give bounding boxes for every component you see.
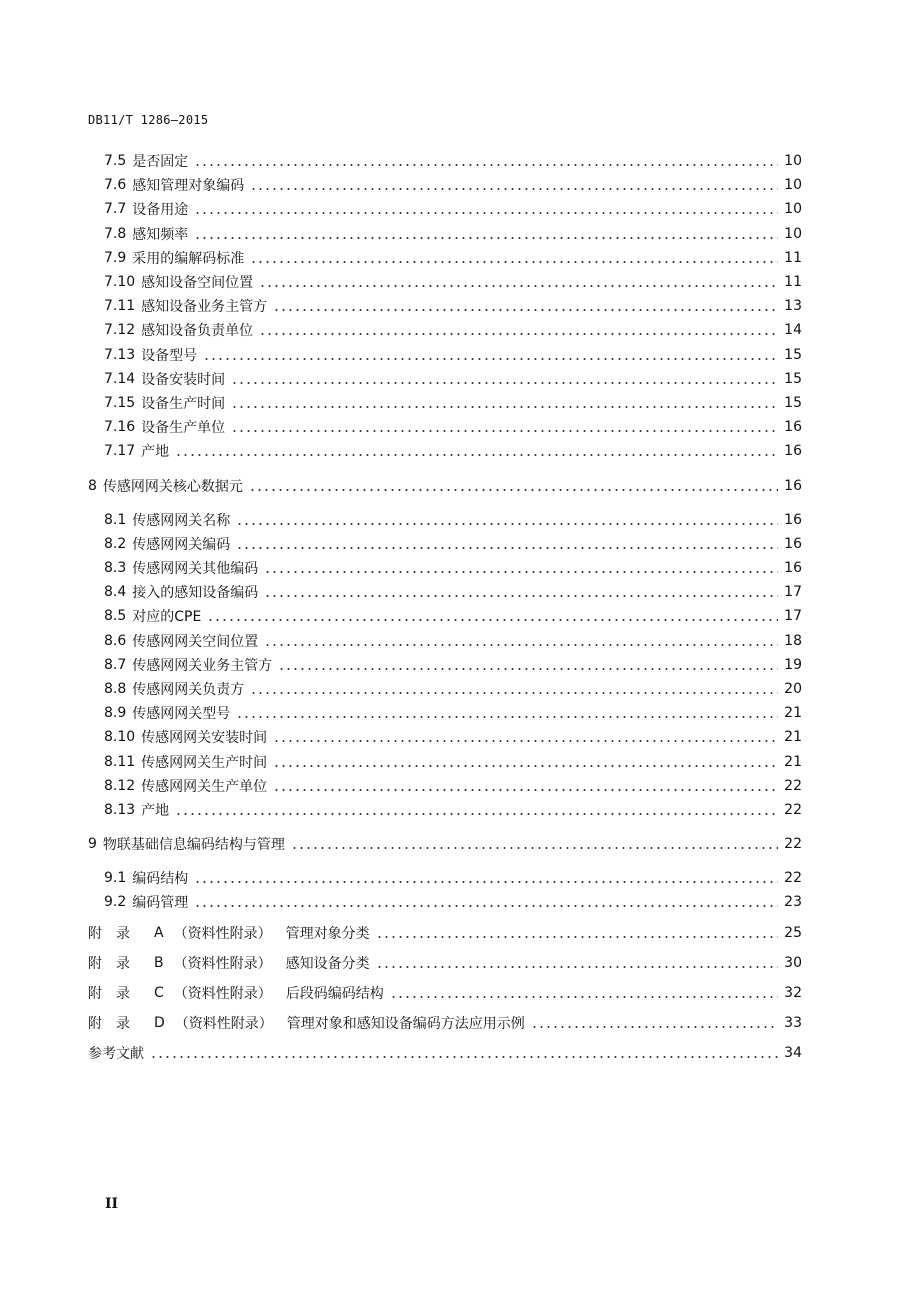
toc-leader-dots	[203, 358, 778, 360]
toc-entry-number: 9.1	[104, 870, 127, 887]
toc-entry-number: 7.13	[104, 346, 136, 363]
toc-entry-title: 物联基础信息编码结构与管理	[102, 837, 285, 854]
toc-entry-number: 7.12	[104, 322, 136, 339]
toc-appendix-entry[interactable]	[88, 923, 802, 943]
appendix-prefix: 附 录	[88, 955, 130, 972]
toc-entry-number: 7.8	[104, 225, 127, 242]
toc-leader-dots	[273, 309, 778, 311]
toc-leader-dots	[250, 692, 778, 694]
toc-section-entry[interactable]	[104, 345, 802, 365]
toc-entry-title: 编码结构	[132, 871, 189, 888]
toc-entry-number: 8.3	[104, 560, 127, 576]
toc-section-entry[interactable]	[104, 582, 802, 602]
toc-entry-number: 9	[88, 836, 97, 853]
toc-leader-dots	[376, 966, 779, 968]
toc-leader-dots	[236, 716, 778, 718]
toc-entry-title: 是否固定	[132, 154, 189, 170]
toc-section-entry[interactable]	[104, 199, 802, 219]
toc-entry-page: 22	[784, 802, 802, 818]
toc-section-entry[interactable]	[104, 892, 802, 912]
document-code: DB11/T 1286—2015	[88, 113, 209, 127]
toc-section-entry[interactable]	[104, 655, 802, 675]
toc-entry-title: 传感网网关型号	[132, 706, 231, 723]
toc-leader-dots	[249, 489, 778, 491]
toc-section-entry[interactable]	[104, 606, 802, 626]
toc-section-entry[interactable]	[104, 727, 802, 747]
toc-section-entry[interactable]	[104, 510, 802, 530]
toc-leader-dots	[231, 430, 778, 432]
toc-leader-dots	[250, 261, 778, 263]
toc-appendix-entry[interactable]	[88, 983, 802, 1003]
toc-entry-page: 20	[784, 681, 802, 697]
toc-entry-title: 感知频率	[132, 226, 189, 243]
toc-chapter-entry[interactable]	[88, 476, 802, 496]
toc-section-entry[interactable]	[104, 369, 802, 389]
toc-entry-number: 8.1	[104, 511, 127, 528]
toc-entry-number: 7.11	[104, 298, 136, 315]
toc-entry-page: 22	[784, 777, 802, 794]
toc-entry-page: 10	[784, 225, 802, 242]
toc-section-entry[interactable]	[104, 534, 802, 554]
toc-leader-dots	[231, 406, 778, 408]
toc-section-entry[interactable]	[104, 393, 802, 413]
toc-entry-title: 设备生产时间	[141, 396, 226, 412]
toc-entry-title: 产地	[141, 803, 170, 819]
appendix-title: 感知设备分类	[285, 955, 370, 972]
toc-entry-title: 传感网网关业务主管方	[132, 657, 273, 674]
toc-entry-page: 33	[784, 1014, 802, 1031]
toc-leader-dots	[250, 188, 778, 190]
toc-leader-dots	[376, 936, 779, 938]
toc-section-entry[interactable]	[104, 248, 802, 268]
references-title: 参考文献	[88, 1045, 144, 1062]
appendix-letter: A	[154, 924, 164, 941]
toc-entry-number: 7.14	[104, 370, 136, 387]
toc-entry-page: 23	[784, 894, 802, 911]
toc-entry-number: 7.17	[104, 443, 136, 460]
toc-leader-dots	[531, 1026, 778, 1028]
toc-entry-page: 16	[784, 419, 802, 436]
toc-entry-title: 传感网网关编码	[132, 536, 231, 553]
toc-entry-page: 30	[784, 954, 802, 971]
toc-entry-title: 感知管理对象编码	[132, 178, 245, 195]
toc-leader-dots	[175, 454, 778, 456]
toc-entry-title: 接入的感知设备编码	[132, 585, 259, 602]
toc-leader-dots	[194, 212, 778, 214]
toc-entry-number: 8.9	[104, 705, 127, 722]
toc-entry-page: 15	[784, 346, 802, 363]
toc-entry-page: 15	[784, 370, 802, 387]
toc-leader-dots	[236, 547, 778, 549]
toc-entry-page: 16	[784, 443, 802, 460]
toc-leader-dots	[231, 382, 778, 384]
toc-leader-dots	[194, 881, 778, 883]
toc-section-entry[interactable]	[104, 272, 802, 292]
toc-leader-dots	[264, 595, 778, 597]
toc-entry-number: 7.15	[104, 395, 136, 411]
toc-entry-title: 传感网网关其他编码	[132, 561, 259, 577]
toc-entry-title: 设备安装时间	[141, 371, 226, 388]
toc-entry-page: 17	[784, 584, 802, 601]
toc-entry-page: 13	[784, 298, 802, 315]
toc-entry-page: 17	[784, 608, 802, 625]
toc-section-entry[interactable]	[104, 703, 802, 723]
toc-leader-dots	[259, 333, 778, 335]
toc-entry-title: 设备用途	[132, 202, 189, 219]
toc-entry-page: 10	[784, 153, 802, 169]
appendix-title: 管理对象和感知设备编码方法应用示例	[286, 1015, 525, 1032]
toc-section-entry[interactable]	[104, 175, 802, 195]
toc-section-entry[interactable]	[104, 417, 802, 437]
toc-section-entry[interactable]	[104, 752, 802, 772]
toc-entry-page: 19	[784, 656, 802, 673]
appendix-prefix: 附 录	[88, 1015, 130, 1032]
toc-leader-dots	[291, 847, 778, 849]
toc-leader-dots	[259, 285, 778, 287]
appendix-title: 管理对象分类	[285, 925, 370, 942]
toc-entry-page: 22	[784, 836, 802, 853]
toc-entry-page: 16	[784, 477, 802, 494]
toc-section-entry[interactable]	[104, 224, 802, 244]
appendix-letter: B	[154, 954, 164, 971]
toc-leader-dots	[273, 789, 778, 791]
toc-entry-title: 传感网网关空间位置	[132, 633, 259, 650]
toc-entry-number: 8.12	[104, 777, 136, 794]
appendix-prefix: 附 录	[88, 925, 130, 942]
toc-entry-number: 8.6	[104, 632, 127, 649]
toc-entry-page: 22	[784, 870, 802, 887]
toc-leader-dots	[273, 740, 778, 742]
toc-entry-page: 21	[784, 705, 802, 722]
toc-entry-page: 10	[784, 177, 802, 194]
toc-section-entry[interactable]	[104, 558, 802, 578]
toc-entry-number: 7.7	[104, 201, 127, 218]
toc-entry-number: 7.16	[104, 419, 136, 436]
toc-section-entry[interactable]	[104, 631, 802, 651]
toc-entry-number: 8.4	[104, 584, 127, 601]
appendix-class: （资料性附录）	[174, 1015, 273, 1032]
appendix-prefix: 附 录	[88, 985, 130, 1002]
toc-entry-title: 传感网网关负责方	[132, 682, 245, 698]
toc-leader-dots	[273, 765, 778, 767]
toc-entry-number: 9.2	[104, 894, 127, 911]
toc-entry-title: 传感网网关名称	[132, 512, 231, 529]
toc-leader-dots	[150, 1056, 778, 1058]
toc-entry-title: 设备生产单位	[141, 420, 226, 437]
toc-entry-number: 7.6	[104, 177, 127, 194]
toc-entry-page: 10	[784, 201, 802, 218]
toc-section-entry[interactable]	[104, 800, 802, 820]
toc-entry-page: 25	[784, 924, 802, 941]
toc-entry-title: 传感网网关安装时间	[141, 730, 268, 747]
toc-entry-page: 21	[784, 729, 802, 746]
toc-entry-number: 8	[88, 477, 97, 494]
toc-leader-dots	[175, 813, 778, 815]
toc-section-entry[interactable]	[104, 296, 802, 316]
toc-entry-number: 8.2	[104, 535, 127, 552]
toc-section-entry[interactable]	[104, 151, 802, 171]
toc-appendix-entry[interactable]	[88, 1013, 802, 1033]
appendix-class: （资料性附录）	[173, 955, 272, 972]
appendix-letter: C	[154, 984, 164, 1001]
toc-entry-page: 16	[784, 511, 802, 528]
toc-entry-title: 采用的编解码标准	[132, 250, 245, 267]
toc-section-entry[interactable]	[104, 320, 802, 340]
toc-section-entry[interactable]	[104, 776, 802, 796]
toc-entry-title: 感知设备负责单位	[141, 323, 254, 340]
toc-entry-page: 11	[784, 249, 802, 266]
toc-entry-title: 传感网网关生产单位	[141, 778, 268, 795]
toc-entry-number: 7.9	[104, 249, 127, 266]
toc-entry-number: 8.13	[104, 802, 136, 818]
toc-entry-number: 8.7	[104, 656, 127, 673]
toc-entry-title: 设备型号	[141, 347, 198, 364]
toc-entry-title: 感知设备空间位置	[141, 275, 254, 291]
toc-entry-page: 14	[784, 322, 802, 339]
appendix-title: 后段码编码结构	[285, 985, 384, 1002]
toc-leader-dots	[264, 644, 778, 646]
toc-entry-page: 16	[784, 560, 802, 576]
toc-entry-number: 8.8	[104, 681, 127, 697]
toc-section-entry[interactable]	[104, 868, 802, 888]
toc-leader-dots	[278, 668, 778, 670]
toc-leader-dots	[236, 523, 778, 525]
toc-leader-dots	[194, 237, 778, 239]
toc-references-entry[interactable]	[88, 1043, 802, 1063]
toc-section-entry[interactable]	[104, 441, 802, 461]
toc-entry-title: 传感网网关核心数据元	[102, 478, 243, 495]
toc-entry-number: 7.10	[104, 274, 136, 290]
appendix-letter: D	[154, 1014, 165, 1031]
toc-leader-dots	[264, 571, 778, 573]
toc-leader-dots	[194, 905, 778, 907]
toc-entry-number: 8.5	[104, 608, 127, 625]
toc-entry-page: 32	[784, 984, 802, 1001]
toc-entry-title: 传感网网关生产时间	[141, 754, 268, 771]
toc-entry-title: 产地	[141, 444, 170, 461]
toc-entry-page: 21	[784, 753, 802, 770]
toc-entry-page: 16	[784, 535, 802, 552]
toc-appendix-entry[interactable]	[88, 953, 802, 973]
toc-entry-title: 编码管理	[132, 895, 189, 912]
toc-entry-title: 对应的CPE	[132, 609, 202, 626]
toc-entry-page: 34	[784, 1044, 802, 1061]
toc-entry-number: 8.11	[104, 753, 136, 770]
toc-entry-title: 感知设备业务主管方	[141, 299, 268, 316]
toc-leader-dots	[390, 996, 778, 998]
toc-entry-page: 18	[784, 632, 802, 649]
toc-leader-dots	[207, 619, 778, 621]
appendix-class: （资料性附录）	[173, 985, 272, 1002]
toc-chapter-entry[interactable]	[88, 834, 802, 854]
page-number: II	[105, 1196, 119, 1212]
toc-entry-number: 7.5	[104, 153, 127, 169]
appendix-class: （资料性附录）	[173, 925, 272, 942]
toc-entry-number: 8.10	[104, 729, 136, 746]
toc-leader-dots	[194, 164, 778, 166]
toc-section-entry[interactable]	[104, 679, 802, 699]
toc-entry-page: 11	[784, 274, 802, 290]
toc-entry-page: 15	[784, 395, 802, 411]
